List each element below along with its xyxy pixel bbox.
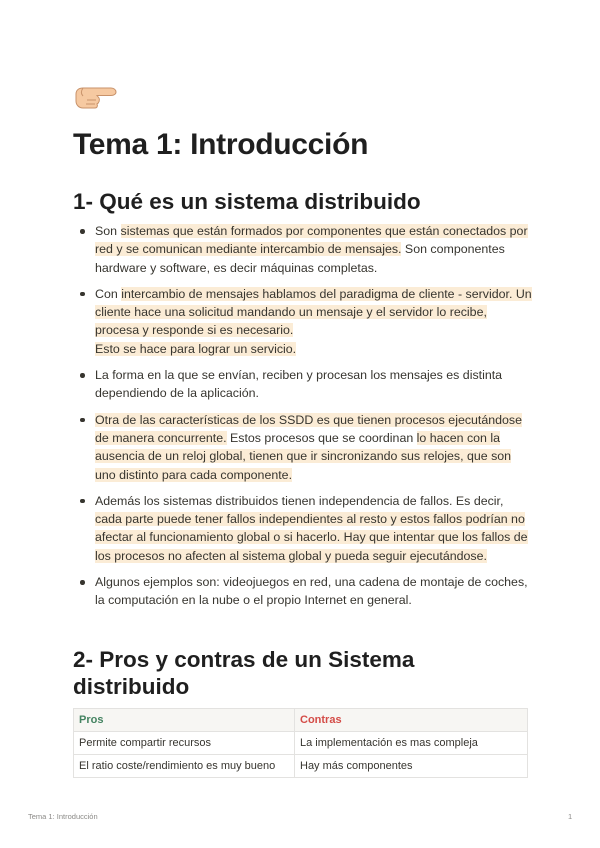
pros-cons-table — [73, 708, 528, 778]
highlight: intercambio de mensajes hablamos del paradigma de cliente - servidor. Un cliente hace una solicitud mandando un mensaje y el servidor lo recibe, procesa y responde si es necesario. — [95, 286, 532, 338]
table-cell: La implementación es mas compleja — [295, 732, 528, 755]
highlight: cada parte puede tener fallos independientes al resto y estos fallos podrían no afectar al funcionamiento global o si hacerlo. Hay que intentar que los fallos de los procesos no afecten al sistema global y pueda seguir ejecutándose. — [95, 512, 528, 563]
header-contras: Contras — [295, 709, 528, 732]
table-header-row — [74, 709, 528, 732]
page-title: Tema 1: Introducción — [73, 128, 369, 161]
footer-title: Tema 1: Introducción — [28, 812, 98, 821]
section-heading: 2- Pros y contras de un Sistema distribuido — [73, 647, 415, 699]
table-cell: Permite compartir recursos — [74, 732, 295, 755]
highlight: Otra de las características de los SSDD es que tienen procesos ejecutándose de manera concurrente. — [95, 412, 523, 445]
table-row — [74, 755, 528, 778]
list-item: Otra de las características de los SSDD es que tienen procesos ejecutándose de manera concurrente. Estos procesos que se coordinan lo hacen con la ausencia de un reloj global, tienen que ir sincronizando sus relojes, que son uno distinto para cada componente. — [73, 411, 533, 484]
header-pros: Pros — [74, 709, 295, 732]
page-number: 1 — [568, 812, 573, 821]
list-item: Además los sistemas distribuidos tienen independencia de fallos. Es decir, cada parte puede tener fallos independientes al resto y estos fallos podrían no afectar al funcionamiento global o si hacerlo. Hay que intentar que los fallos de los procesos no afecten al sistema global y pueda seguir ejecutándose. — [73, 492, 533, 565]
list-item: Algunos ejemplos son: videojuegos en red, una cadena de montaje de coches, la computación en la nube o el propio Internet en general. — [73, 573, 533, 610]
list-item: Son sistemas que están formados por componentes que están conectados por red y se comunican mediante intercambio de mensajes. Son componentes hardware y software, es decir máquinas completas. — [73, 222, 533, 277]
highlight: sistemas que están formados por componentes que están conectados por red y se comunican mediante intercambio de mensajes. — [95, 224, 528, 257]
highlight: lo hacen con la ausencia de un reloj global, tienen que ir sincronizando sus relojes, que son uno distinto para cada componente. — [95, 430, 512, 482]
table-cell: El ratio coste/rendimiento es muy bueno — [74, 755, 295, 778]
highlight: Esto se hace para lograr un servicio. — [95, 341, 297, 356]
table-cell: Hay más componentes — [295, 755, 528, 778]
list-item: Con intercambio de mensajes hablamos del paradigma de cliente - servidor. Un cliente hace una solicitud mandando un mensaje y el servidor lo recibe, procesa y responde si es necesario. Esto se hace para lograr un servicio. — [73, 285, 533, 358]
table-row — [74, 732, 528, 755]
section-heading: 1- Qué es un sistema distribuido — [73, 189, 421, 214]
bullet-list — [73, 222, 533, 618]
list-item: La forma en la que se envían, reciben y procesan los mensajes es distinta dependiendo de la aplicación. — [73, 366, 533, 403]
pointing-hand-icon — [73, 82, 117, 110]
